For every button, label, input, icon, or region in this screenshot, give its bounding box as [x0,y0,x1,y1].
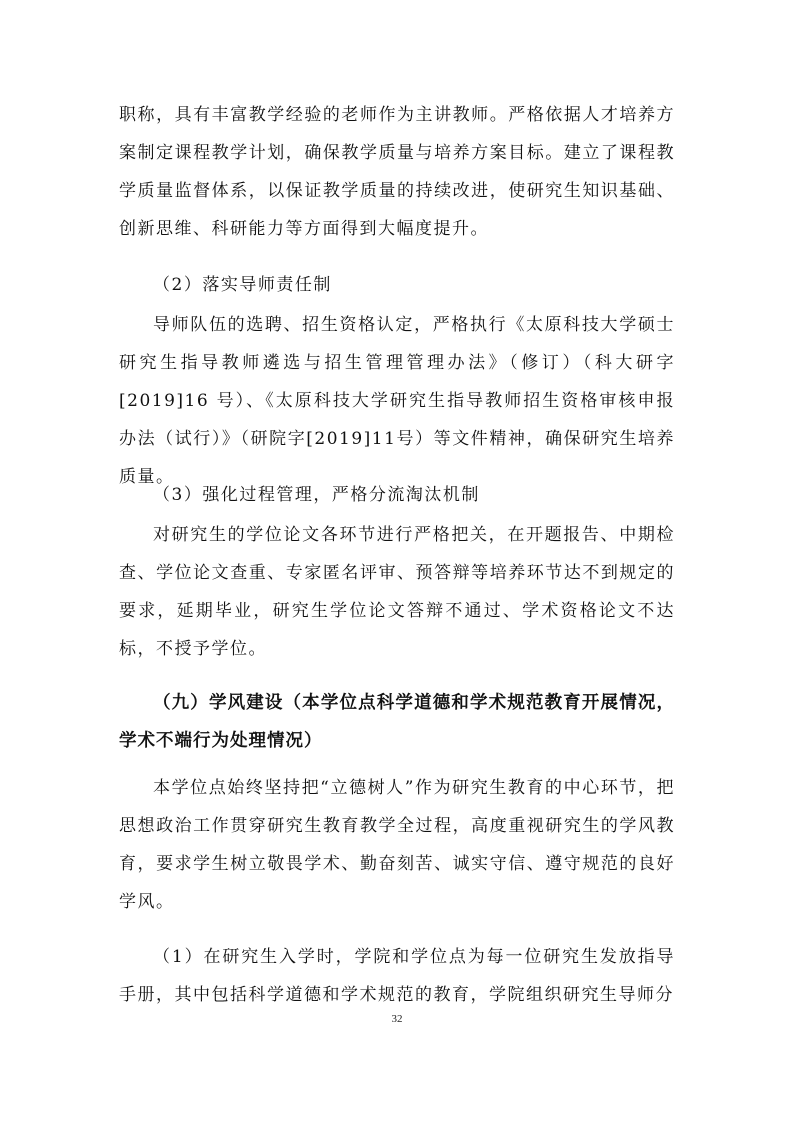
paragraph-academic-style: 本学位点始终坚持把“立德树人”作为研究生教育的中心环节，把思想政治工作贯穿研究生教育教学全过程，高度重视研究生的学风教育，要求学生树立敬畏学术、勤奋刻苦、诚实守信、遵守规范的良好学风。 [119,778,675,912]
paragraph-teaching-quality: 职称，具有丰富教学经验的老师作为主讲教师。严格依据人才培养方案制定课程教学计划，确保教学质量与培养方案目标。建立了课程教学质量监督体系，以保证教学质量的持续改进，使研究生知识基础、创新思维、科研能力等方面得到大幅度提升。 [119,105,675,239]
paragraph-supervisor-selection: 导师队伍的选聘、招生资格认定，严格执行《太原科技大学硕士研究生指导教师遴选与招生管理管理办法》（修订）（科大研字[2019]16 号）、《太原科技大学研究生指导教师招生资格审核申报办法（试行）》（研院字[2019]11号）等文件精神，确保研究生培养质量。 [119,315,675,487]
paragraph-thesis-review: 对研究生的学位论文各环节进行严格把关，在开题报告、中期检查、学位论文查重、专家匿名评审、预答辩等培养环节达不到规定的要求，延期毕业，研究生学位论文答辩不通过、学术资格论文不达标，不授予学位。 [119,525,675,659]
paragraph-enrollment-handbook: （1）在研究生入学时，学院和学位点为每一位研究生发放指导手册，其中包括科学道德和学术规范的教育，学院组织研究生导师分 [119,947,675,1005]
subheading-process-management: （3）强化过程管理，严格分流淘汰机制 [153,485,480,505]
subheading-supervisor-responsibility: （2）落实导师责任制 [153,275,332,295]
page-number: 32 [391,1013,403,1025]
section-heading-academic-style: （九）学风建设（本学位点科学道德和学术规范教育开展情况，学术不端行为处理情况） [119,693,675,751]
